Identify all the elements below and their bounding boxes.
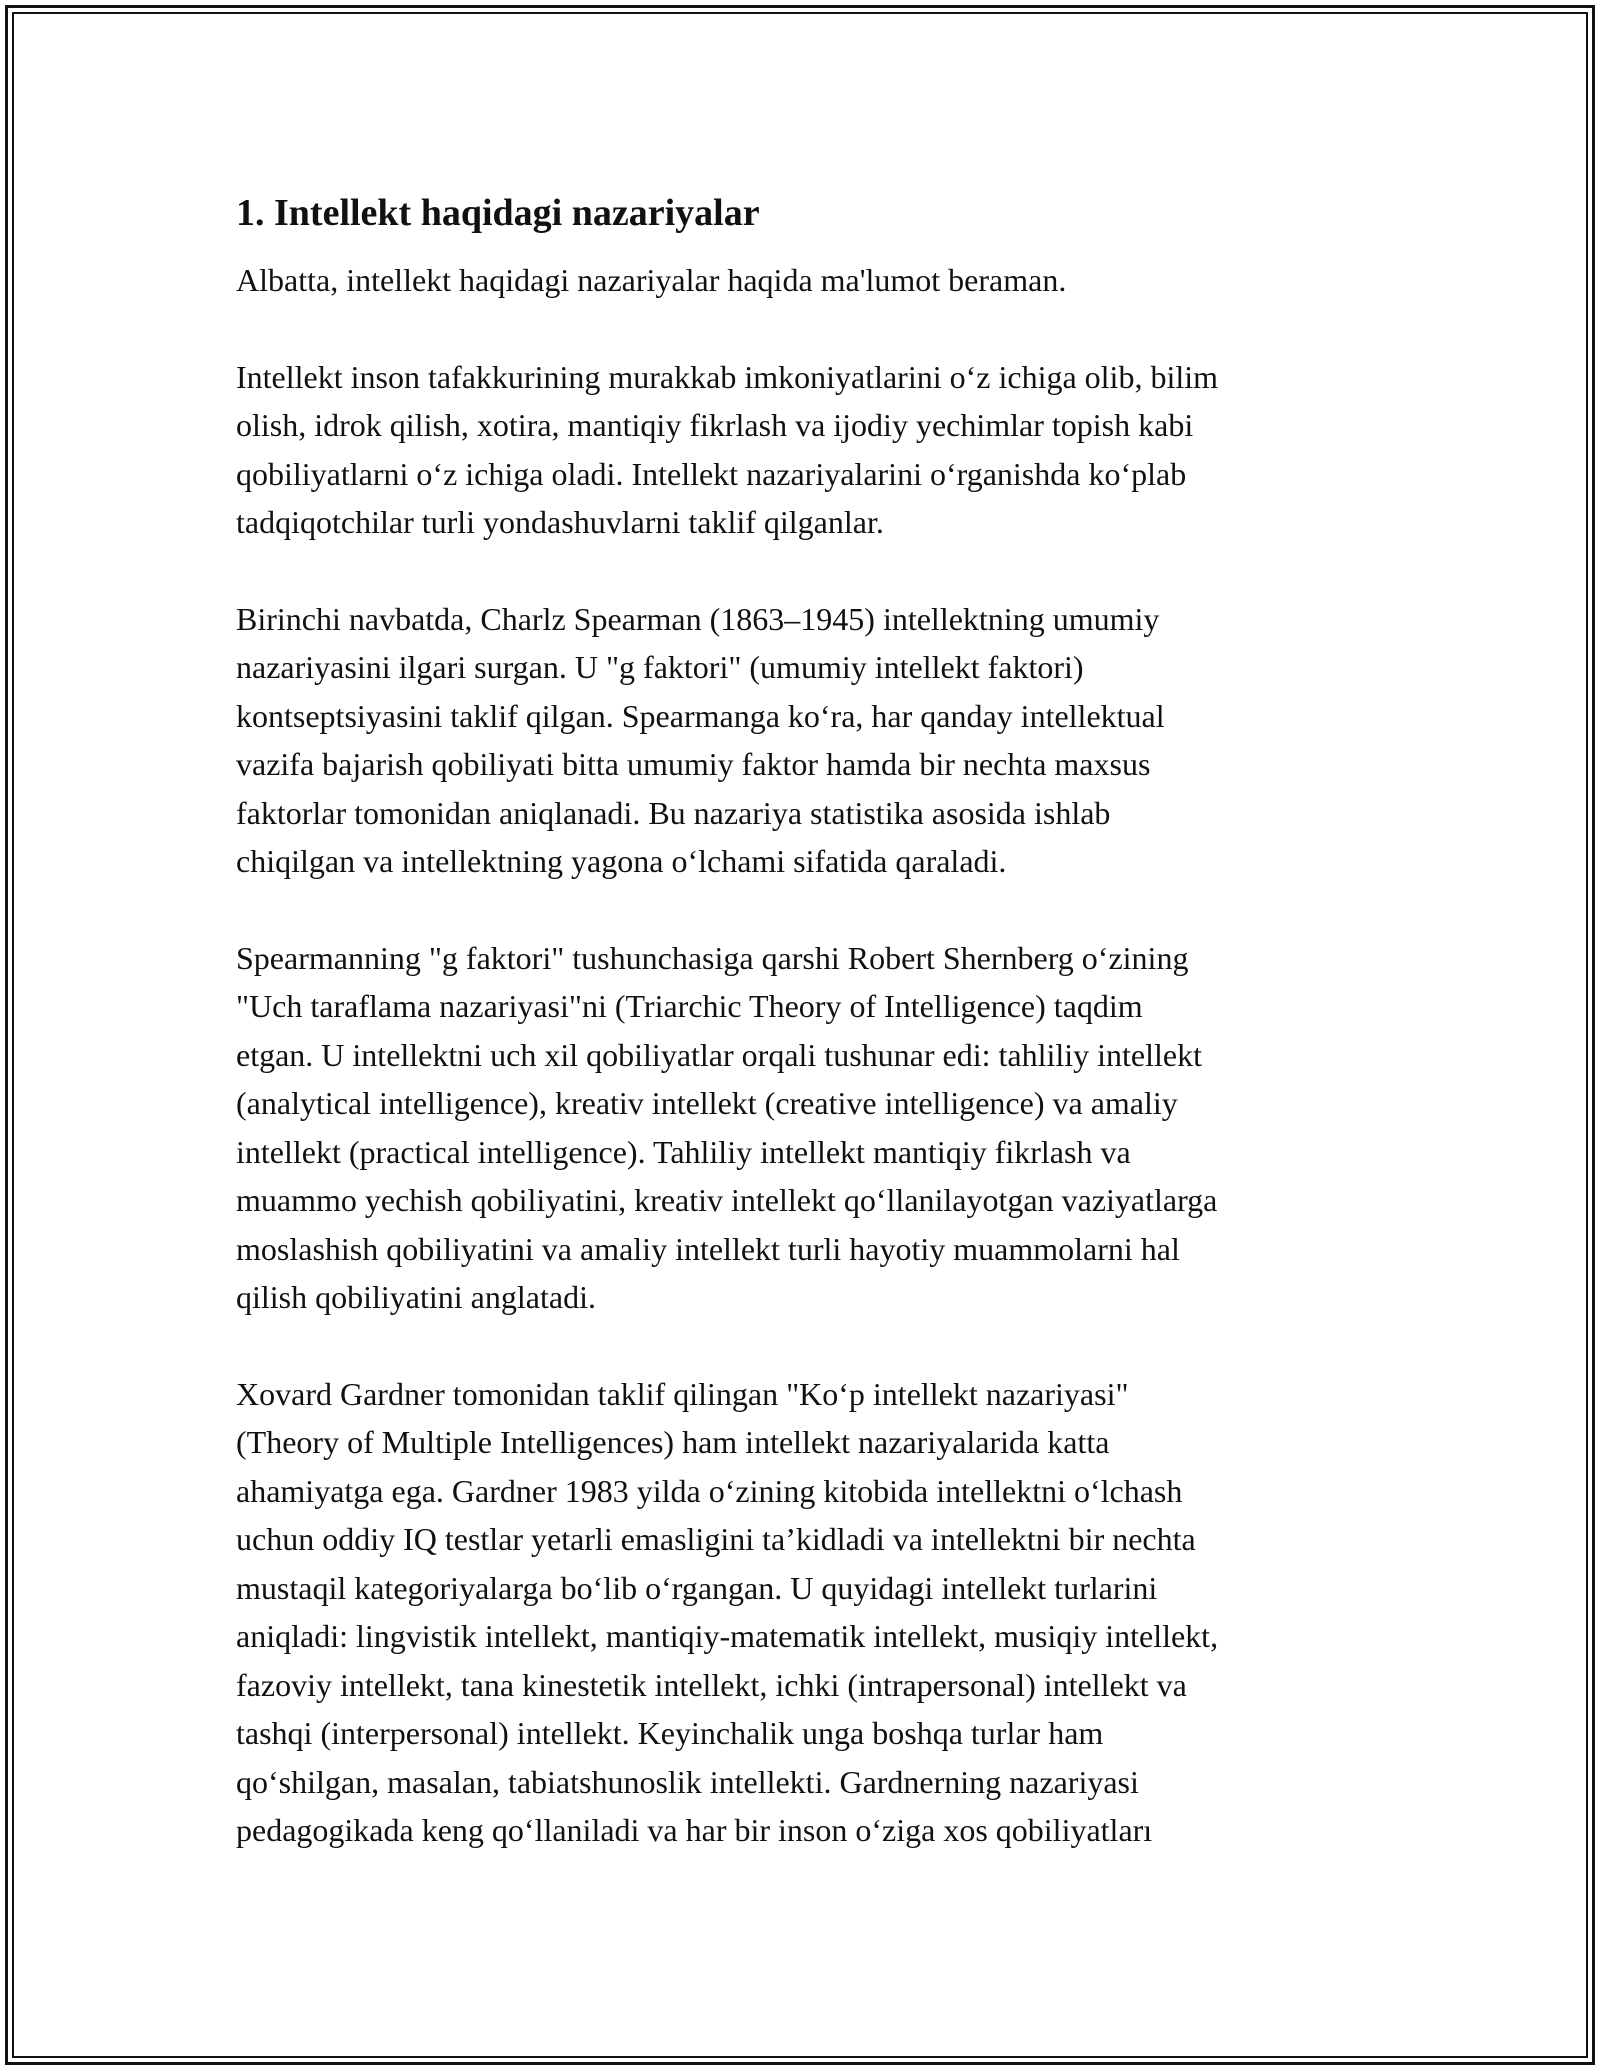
text-line: Intellekt inson tafakkurining murakkab imkoniyatlarini o‘z ichiga olib, bilim [236, 358, 1218, 395]
text-line: tadqiqotchilar turli yondashuvlarni taklif qilganlar. [236, 504, 884, 540]
text-line: uchun oddiy IQ testlar yetarli emasligini ta’kidladi va intellektni bir nechta [236, 1521, 1196, 1557]
text-line: (analytical intelligence), kreativ intellekt (creative intelligence) va amaliy [236, 1085, 1178, 1121]
paragraph-gardner [236, 1370, 1376, 1855]
text-line: vazifa bajarish qobiliyati bitta umumiy faktor hamda bir nechta maxsus [236, 746, 1151, 782]
section-heading: 1. Intellekt haqidagi nazariyalar [236, 192, 760, 234]
text-line: (Theory of Multiple Intelligences) ham intellekt nazariyalarida katta [236, 1424, 1110, 1460]
text-line: moslashish qobiliyatini va amaliy intellekt turli hayotiy muammolarni hal [236, 1230, 1180, 1267]
text-line: tashqi (interpersonal) intellekt. Keyinchalik unga boshqa turlar ham [236, 1715, 1104, 1751]
text-line: Xovard Gardner tomonidan taklif qilingan "Ko‘p intellekt nazariyasi" [236, 1375, 1129, 1412]
paragraph-sternberg [236, 934, 1376, 1322]
text-line: muammo yechish qobiliyatini, kreativ intellekt qo‘llanilayotgan vaziyatlarga [236, 1182, 1218, 1218]
text-line: olish, idrok qilish, xotira, mantiqiy fikrlash va ijodiy yechimlar topish kabi [236, 407, 1194, 443]
text-line: chiqilgan va intellektning yagona o‘lchami sifatida qaraladi. [236, 843, 1007, 879]
text-line: intellekt (practical intelligence). Tahliliy intellekt mantiqiy fikrlash va [236, 1133, 1131, 1170]
text-line: faktorlar tomonidan aniqlanadi. Bu nazariya statistika asosida ishlab [236, 794, 1111, 831]
text-line: nazariyasini ilgari surgan. U "g faktori" (umumiy intellekt faktori) [236, 649, 1084, 685]
text-line: Albatta, intellekt haqidagi nazariyalar haqida ma'lumot beraman. [236, 262, 1067, 298]
text-line: fazoviy intellekt, tana kinestetik intellekt, ichki (intrapersonal) intellekt va [236, 1666, 1187, 1703]
paragraph-definition [236, 353, 1376, 547]
paragraph-spearman [236, 595, 1376, 886]
text-line: qilish qobiliyatini anglatadi. [236, 1279, 596, 1315]
text-line: Spearmanning "g faktori" tushunchasiga qarshi Robert Shernberg o‘zining [236, 939, 1189, 976]
text-line: kontseptsiyasini taklif qilgan. Spearmanga ko‘ra, har qanday intellektual [236, 697, 1165, 734]
text-line: pedagogikada keng qo‘llaniladi va har bir inson o‘ziga xos qobiliyatları [236, 1812, 1153, 1848]
text-line: "Uch taraflama nazariyasi"ni (Triarchic Theory of Intelligence) taqdim [236, 988, 1143, 1024]
document-body [236, 188, 1376, 1903]
text-line: Birinchi navbatda, Charlz Spearman (1863–1945) intellektning umumiy [236, 600, 1160, 637]
text-line: ahamiyatga ega. Gardner 1983 yilda o‘zining kitobida intellektni o‘lchash [236, 1472, 1183, 1509]
text-line: qo‘shilgan, masalan, tabiatshunoslik intellekti. Gardnerning nazariyasi [236, 1763, 1139, 1800]
text-line: aniqladi: lingvistik intellekt, mantiqiy-matematik intellekt, musiqiy intellekt, [236, 1618, 1219, 1654]
text-line: qobiliyatlarni o‘z ichiga oladi. Intellekt nazariyalarini o‘rganishda ko‘plab [236, 455, 1187, 492]
text-line: mustaqil kategoriyalarga bo‘lib o‘rgangan. U quyidagi intellekt turlarini [236, 1569, 1158, 1606]
paragraph-intro [236, 256, 1376, 305]
text-line: etgan. U intellektni uch xil qobiliyatlar orqali tushunar edi: tahliliy intellekt [236, 1036, 1202, 1073]
